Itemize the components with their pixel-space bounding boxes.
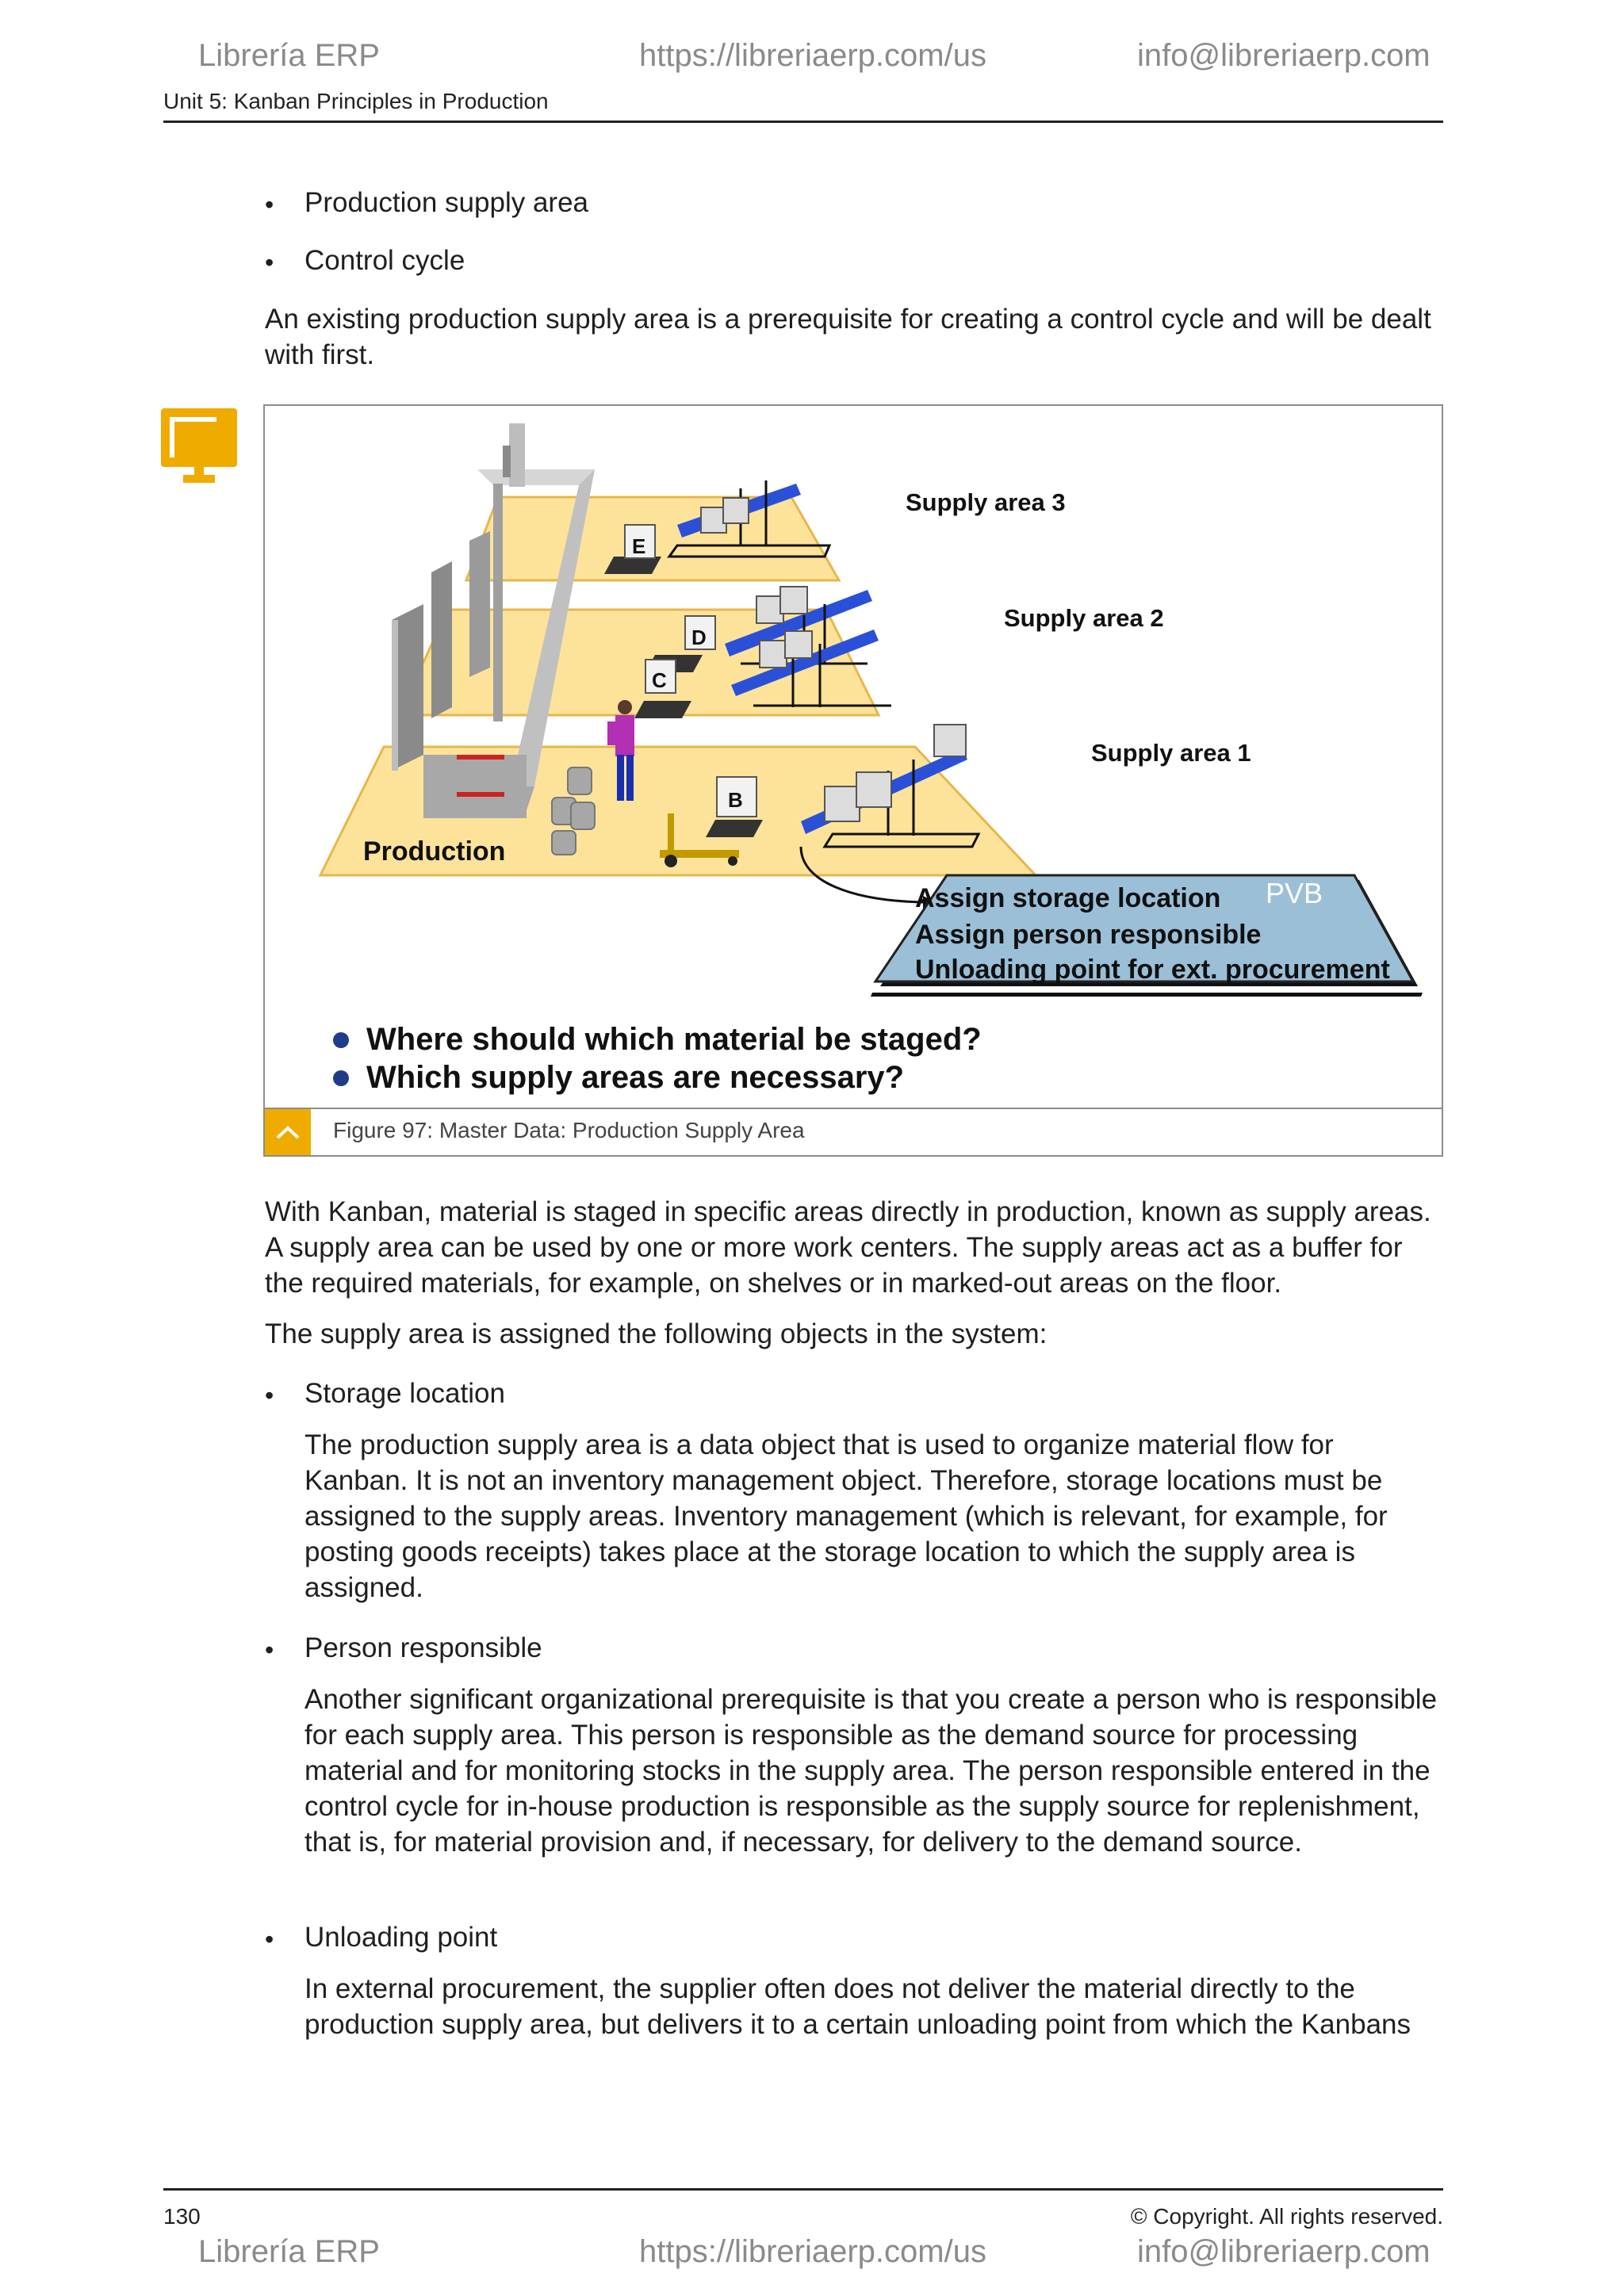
label-supply-area-1: Supply area 1 — [1091, 739, 1251, 767]
intro-paragraph: An existing production supply area is a prerequisite for creating a control cycle and will be dealt with first. — [265, 304, 1431, 370]
page-number: 130 — [163, 2204, 201, 2229]
bullet-dot: • — [265, 1636, 274, 1664]
box-d-label: D — [691, 626, 707, 649]
label-assign-person: Assign person responsible — [915, 920, 1262, 950]
object-title-unloading: Unloading point — [304, 1922, 498, 1953]
unit-title: Unit 5: Kanban Principles in Production — [163, 89, 549, 113]
object-text-storage: The production supply area is a data object that is used to organize material flow for Kanban. It is not an inventory management object. Therefore, storage locations must be assigned to the supply areas. Inventory management (which is relevant, for example, for posting goods receipts) takes place at the storage location to which the supply area is assigned. — [304, 1429, 1388, 1603]
label-supply-area-3: Supply area 3 — [906, 488, 1066, 516]
footer-brand: Librería ERP — [198, 2234, 380, 2269]
header-url[interactable]: https://libreriaerp.com/us — [639, 38, 986, 73]
label-supply-area-2: Supply area 2 — [1004, 604, 1164, 632]
presentation-monitor-icon — [161, 408, 237, 484]
footer-email[interactable]: info@libreriaerp.com — [1137, 2234, 1431, 2269]
bullet-dot: • — [265, 1925, 274, 1954]
object-text-unloading: In external procurement, the supplier often does not deliver the material directly to the production supply area, but delivers it to a certain unloading point from which the Kanbans — [304, 1973, 1411, 2040]
collapse-figure-button[interactable] — [265, 1109, 311, 1155]
intro-bullet-1: Production supply area — [304, 187, 588, 218]
question-bullet-icon — [333, 1032, 349, 1048]
bullet-dot: • — [265, 190, 274, 219]
label-pvb: PVB — [1266, 877, 1323, 909]
object-text-person: Another significant organizational prerequisite is that you create a person who is responsible for each supply area. This person is responsible as the demand source for processing material and for monitoring stocks in the supply area. The person responsible entered in the control cycle for in-house production is responsible as the supply source for replenishment, that is, for material provision and, if necessary, for delivery to the demand source. — [304, 1684, 1438, 1858]
box-c-label: C — [652, 668, 667, 692]
object-title-person: Person responsible — [304, 1632, 542, 1663]
label-assign-storage: Assign storage location — [915, 883, 1221, 913]
supply-area-diagram — [265, 406, 1442, 1108]
paragraph-assigned: The supply area is assigned the following objects in the system: — [265, 1318, 1048, 1349]
question-bullet-icon — [333, 1070, 349, 1086]
header-email[interactable]: info@libreriaerp.com — [1137, 38, 1431, 73]
footer-url[interactable]: https://libreriaerp.com/us — [639, 2234, 986, 2269]
chevron-up-icon — [265, 1109, 311, 1155]
footer-rule — [163, 2188, 1443, 2191]
figure-caption: Figure 97: Master Data: Production Supply Area — [333, 1118, 805, 1142]
paragraph-kanban: With Kanban, material is staged in specific areas directly in production, known as supply areas. A supply area can be used by one or more work centers. The supply areas act as a buffer for the required materials, for example, on shelves or in marked-out areas on the floor. — [265, 1196, 1431, 1299]
header-rule — [163, 121, 1443, 123]
figure-frame — [263, 404, 1443, 1109]
box-b-label: B — [728, 788, 743, 812]
bullet-dot: • — [265, 1381, 274, 1410]
question-1: Where should which material be staged? — [366, 1022, 982, 1057]
box-e-label: E — [632, 534, 646, 558]
bullet-dot: • — [265, 248, 274, 277]
object-title-storage: Storage location — [304, 1378, 505, 1409]
header-brand: Librería ERP — [198, 38, 380, 73]
intro-bullet-2: Control cycle — [304, 245, 465, 276]
question-2: Which supply areas are necessary? — [366, 1060, 905, 1095]
label-production: Production — [363, 836, 506, 867]
label-unloading-point: Unloading point for ext. procurement — [915, 955, 1390, 985]
copyright-notice: © Copyright. All rights reserved. — [1130, 2204, 1443, 2229]
